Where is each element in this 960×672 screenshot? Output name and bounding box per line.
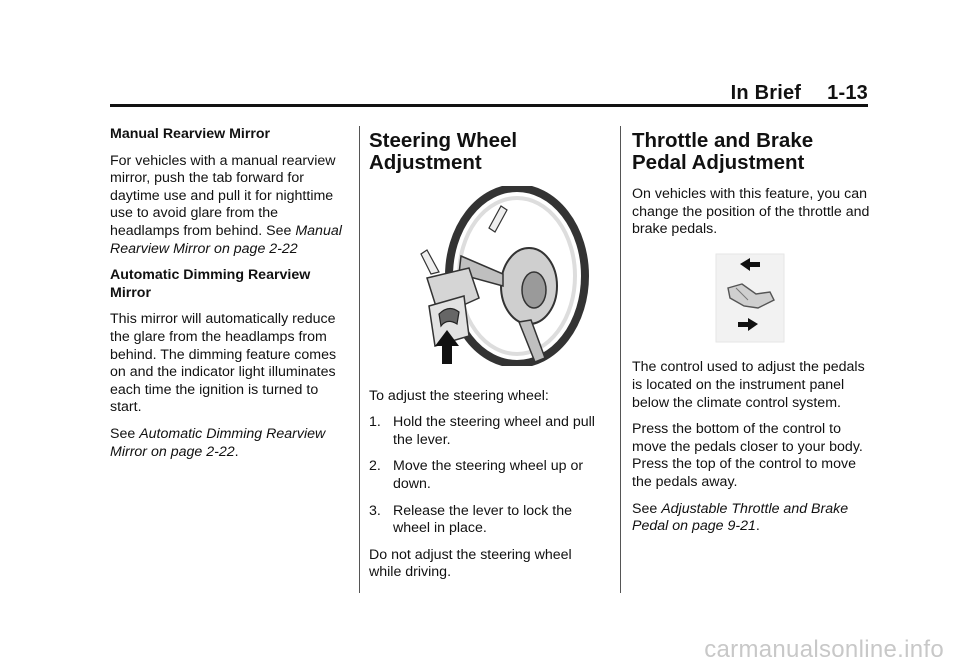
steering-steps-list xyxy=(369,414,607,538)
running-header xyxy=(731,82,868,105)
paragraph-steering-warning: Do not adjust the steering wheel while driving. xyxy=(369,546,572,581)
steering-wheel-illustration xyxy=(369,186,607,366)
subheading-manual-mirror: Manual Rearview Mirror xyxy=(110,126,271,142)
page-number: 1-13 xyxy=(827,82,868,104)
paragraph-pedals-control: The control used to adjust the pedals is located on the instrument panel below the climate control system. xyxy=(632,359,865,411)
paragraph-steering-intro: To adjust the steering wheel: xyxy=(369,387,549,404)
list-item: 1. Hold the steering wheel and pull the lever. xyxy=(369,414,595,448)
pedal-adjust-illustration xyxy=(632,248,870,346)
column-divider-2 xyxy=(620,126,621,593)
subheading-auto-mirror: Automatic Dimming Rearview Mirror xyxy=(110,267,311,301)
column-pedals xyxy=(632,126,870,545)
heading-pedals: Throttle and Brake Pedal Adjustment xyxy=(632,129,814,174)
column-steering xyxy=(369,126,607,591)
paragraph-see-auto-mirror: See Automatic Dimming Rearview Mirror on page 2-22. xyxy=(110,425,326,460)
section-title: In Brief xyxy=(730,82,802,104)
list-item: 2. Move the steering wheel up or down. xyxy=(369,458,584,492)
link-pedals[interactable]: Adjustable Throttle and Brake Pedal on page 9-21 xyxy=(632,500,849,535)
heading-steering: Steering Wheel Adjustment xyxy=(369,129,518,174)
paragraph-see-pedals: See Adjustable Throttle and Brake Pedal on page 9-21. xyxy=(632,500,849,535)
paragraph-auto-mirror: This mirror will automatically reduce the glare from the headlamps from behind. The dimming feature comes on and the indicator light illuminates each time the ignition is turned to start. xyxy=(110,311,337,416)
list-item: 3. Release the lever to lock the wheel in place. xyxy=(369,502,573,537)
watermark-logo: carmanualsonline.info xyxy=(704,636,944,663)
paragraph-pedals-intro: On vehicles with this feature, you can change the position of the throttle and brake pedals. xyxy=(632,186,870,238)
link-manual-mirror[interactable]: Manual Rearview Mirror on page 2-22 xyxy=(110,222,342,257)
column-mirrors xyxy=(110,126,348,470)
paragraph-pedals-press: Press the bottom of the control to move the pedals closer to your body. Press the top of the control to move the pedals away. xyxy=(632,421,863,490)
column-divider-1 xyxy=(359,126,360,593)
paragraph-manual-mirror: For vehicles with a manual rearview mirror, push the tab forward for daytime use and pull it for nighttime use to avoid glare from the headlamps from behind. See Manual Rearview Mirror on page 2-22 xyxy=(110,152,342,257)
header-rule xyxy=(110,104,868,107)
link-auto-mirror[interactable]: Automatic Dimming Rearview Mirror on page 2-22 xyxy=(110,425,326,460)
